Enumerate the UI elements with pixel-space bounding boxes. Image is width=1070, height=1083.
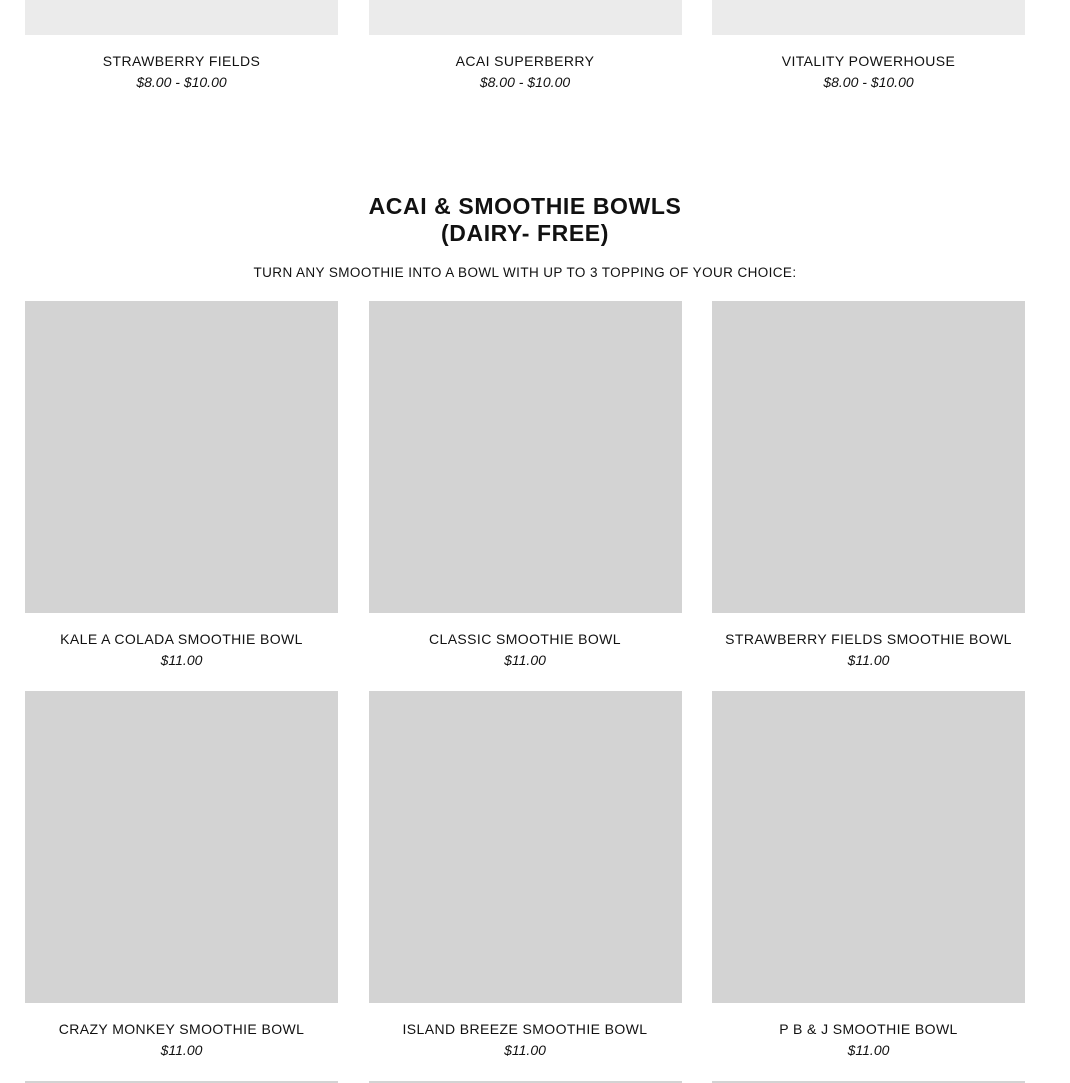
product-price: $11.00: [504, 1042, 546, 1058]
product-name[interactable]: CLASSIC SMOOTHIE BOWL: [429, 631, 621, 647]
section-subtitle: TURN ANY SMOOTHIE INTO A BOWL WITH UP TO 3 TOPPING OF YOUR CHOICE:: [253, 265, 797, 280]
product-name[interactable]: STRAWBERRY FIELDS: [102, 53, 261, 69]
product-name[interactable]: STRAWBERRY FIELDS SMOOTHIE BOWL: [725, 631, 1012, 647]
product-image[interactable]: [712, 0, 1025, 35]
product-image[interactable]: [25, 0, 338, 35]
product-price: $11.00: [160, 1042, 203, 1058]
product-name[interactable]: ISLAND BREEZE SMOOTHIE BOWL: [402, 1021, 648, 1037]
product-image[interactable]: [369, 0, 682, 35]
product-price: $8.00 - $10.00: [823, 74, 914, 90]
product-image[interactable]: [369, 301, 682, 613]
section-title-line1: ACAI & SMOOTHIE BOWLS: [368, 193, 682, 219]
product-name[interactable]: KALE A COLADA SMOOTHIE BOWL: [60, 631, 303, 647]
product-card-strawberry-fields[interactable]: [25, 0, 338, 91]
section-title: [0, 193, 1050, 247]
product-price: $8.00 - $10.00: [479, 74, 571, 90]
product-grid-top-row: [25, 0, 1025, 91]
product-grid-row: [25, 301, 1025, 669]
product-image[interactable]: [25, 691, 338, 1003]
product-image[interactable]: [712, 691, 1025, 1003]
product-card-strawberry-fields-bowl[interactable]: [712, 301, 1025, 669]
section-title-line2: (DAIRY- FREE): [441, 220, 609, 246]
product-card-classic-bowl[interactable]: [369, 301, 682, 669]
product-name[interactable]: CRAZY MONKEY SMOOTHIE BOWL: [58, 1021, 305, 1037]
product-price: $11.00: [504, 652, 546, 668]
product-name[interactable]: VITALITY POWERHOUSE: [781, 53, 956, 69]
product-card-pbj-bowl[interactable]: [712, 691, 1025, 1059]
product-card-vitality-powerhouse[interactable]: [712, 0, 1025, 91]
product-price: $11.00: [847, 652, 890, 668]
product-name[interactable]: P B & J SMOOTHIE BOWL: [779, 1021, 958, 1037]
product-price: $11.00: [847, 1042, 890, 1058]
product-card-island-breeze-bowl[interactable]: [369, 691, 682, 1059]
product-card-crazy-monkey-bowl[interactable]: [25, 691, 338, 1059]
product-grid-row: [25, 691, 1025, 1059]
product-image[interactable]: [712, 301, 1025, 613]
product-image[interactable]: [25, 301, 338, 613]
product-price: $8.00 - $10.00: [136, 74, 227, 90]
product-image[interactable]: [369, 691, 682, 1003]
product-card-acai-superberry[interactable]: [369, 0, 682, 91]
product-card-kale-a-colada-bowl[interactable]: [25, 301, 338, 669]
product-name[interactable]: ACAI SUPERBERRY: [455, 53, 595, 69]
product-price: $11.00: [160, 652, 203, 668]
